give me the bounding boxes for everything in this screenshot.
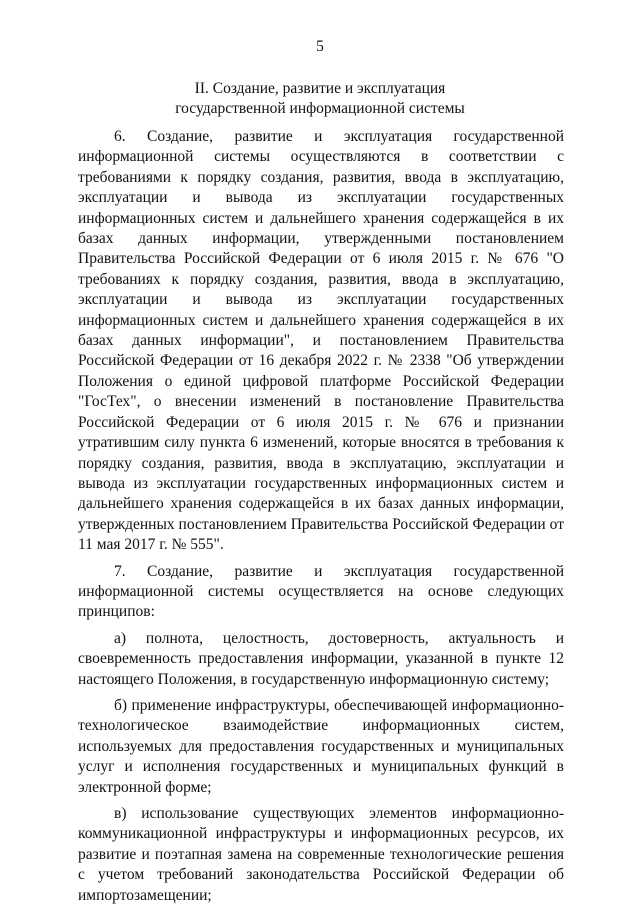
section-heading <box>0 79 640 119</box>
paragraph-clause-7: 7. Создание, развитие и эксплуатация государственной информационной системы осуществляется на основе следующих принципов: <box>78 562 564 621</box>
paragraph-principle-v: в) использование существующих элементов информационно-коммуникационной инфраструктуры и информационных ресурсов, их развитие и поэтапная замена на современные технологические решения с учетом требований законодательства Российской Федерации об импортозамещении; <box>78 805 564 904</box>
page-number: 5 <box>316 38 324 55</box>
document-body <box>78 127 564 912</box>
paragraph-clause-6: 6. Создание, развитие и эксплуатация государственной информационной системы осуществляются в соответствии с требованиями к порядку создания, развития, ввода в эксплуатацию, эксплуатации и вывода из эксплуатации государственных информационных систем и дальнейшего хранения содержащейся в их базах данных информации, утвержденными постановлением Правительства Российской Федерации от 6 июля 2015 г. № 676 "О требованиях к порядку создания, развития, ввода в эксплуатацию, эксплуатации и вывода из эксплуатации государственных информационных систем и дальнейшего хранения содержащейся в их базах данных информации", и постановлением Правительства Российской Федерации от 16 декабря 2022 г. № 2338 "Об утверждении Положения о единой цифровой платформе Российской Федерации "ГосТех", о внесении изменений в постановление Правительства Российской Федерации от 6 июля 2015 г. № 676 и признании утратившим силу пункта 6 изменений, которые вносятся в требования к порядку создания, развития, ввода в эксплуатацию, эксплуатации и вывода из эксплуатации государственных информационных систем и дальнейшего хранения содержащейся в их базах данных информации, утвержденных постановлением Правительства Российской Федерации от 11 мая 2017 г. № 555". <box>78 128 564 554</box>
paragraph-principle-b: б) применение инфраструктуры, обеспечивающей информационно-технологическое взаимодействие информационных систем, используемых для предоставления государственных и муниципальных услуг и исполнения государственных и муниципальных функций в электронной форме; <box>78 696 564 796</box>
section-heading-line-2: государственной информационной системы <box>175 100 465 117</box>
section-heading-line-1: II. Создание, развитие и эксплуатация <box>194 80 446 97</box>
paragraph-principle-a: а) полнота, целостность, достоверность, актуальность и своевременность предоставления информации, указанной в пункте 12 настоящего Положения, в государственную информационную систему; <box>78 629 564 688</box>
